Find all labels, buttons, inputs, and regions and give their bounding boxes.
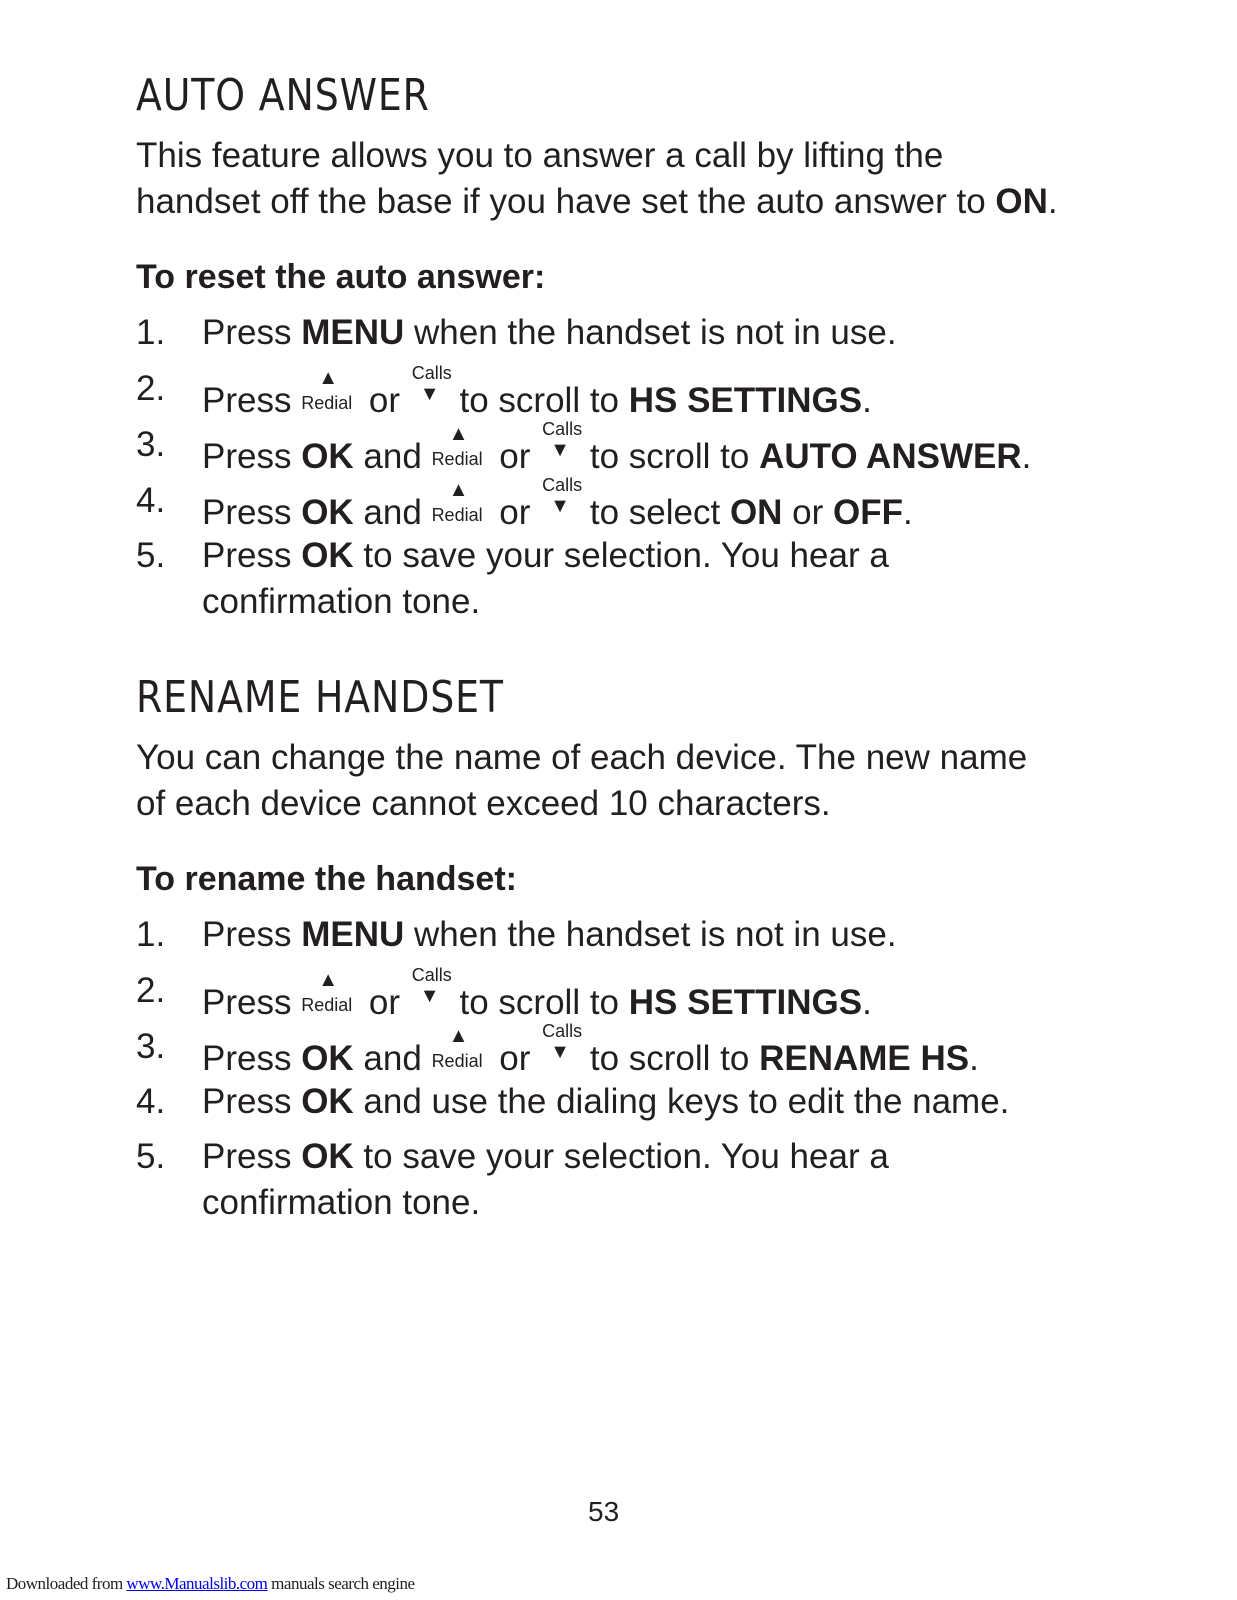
redial-up-key-icon: ▲ Redial — [431, 423, 483, 469]
footer-post: manuals search engine — [267, 1574, 415, 1593]
step-number: 5. — [136, 536, 166, 575]
redial-up-key-icon: ▲ Redial — [431, 479, 483, 525]
intro-bold: ON — [995, 182, 1048, 221]
step-text: Press OK and ▲ Redial or Calls ▼ to scroll to RENAME HS. — [202, 1021, 979, 1078]
footer-pre: Downloaded from — [6, 1574, 127, 1593]
step-number: 3. — [136, 1027, 166, 1066]
intro-line: handset off the base if you have set the auto answer to — [136, 182, 996, 221]
auto-answer-intro — [136, 133, 1136, 225]
step-number: 3. — [136, 425, 166, 464]
redial-up-key-icon: ▲ Redial — [301, 969, 353, 1015]
step-number: 5. — [136, 1137, 166, 1176]
intro-line: of each device cannot exceed 10 characters. — [136, 784, 831, 823]
calls-down-key-icon: Calls ▼ — [542, 1021, 583, 1063]
intro-line: This feature allows you to answer a call by lifting the — [136, 136, 944, 175]
step-number: 4. — [136, 481, 166, 520]
calls-down-key-icon: Calls ▼ — [411, 363, 452, 405]
calls-down-key-icon: Calls ▼ — [542, 419, 583, 461]
redial-up-key-icon: ▲ Redial — [431, 1025, 483, 1071]
step-text: Press OK and ▲ Redial or Calls ▼ to select ON or OFF. — [202, 475, 913, 532]
step-text: Press OK to save your selection. You hear a confirmation tone. — [202, 1137, 889, 1222]
manualslib-link[interactable]: www.Manualslib.com — [126, 1574, 268, 1593]
step-text: Press ▲ Redial or Calls ▼ to scroll to HS SETTINGS. — [202, 965, 872, 1022]
auto-answer-subheading: To reset the auto answer: — [136, 258, 546, 296]
rename-handset-intro — [136, 735, 1136, 827]
step-number: 1. — [136, 915, 166, 954]
step-text: Press ▲ Redial or Calls ▼ to scroll to HS SETTINGS. — [202, 363, 872, 420]
calls-down-key-icon: Calls ▼ — [542, 475, 583, 517]
redial-up-key-icon: ▲ Redial — [301, 367, 353, 413]
step-number: 1. — [136, 313, 166, 352]
calls-down-key-icon: Calls ▼ — [411, 965, 452, 1007]
section-title-auto-answer: AUTO ANSWER — [136, 70, 430, 121]
step-text: Press MENU when the handset is not in use. — [202, 313, 897, 352]
step-text: Press OK to save your selection. You hear a confirmation tone. — [202, 536, 889, 621]
step-text: Press MENU when the handset is not in use. — [202, 915, 897, 954]
section-title-rename-handset: RENAME HANDSET — [136, 672, 504, 723]
step-number: 2. — [136, 971, 166, 1010]
step-number: 4. — [136, 1082, 166, 1121]
page-number: 53 — [588, 1496, 620, 1527]
menu-key-label: MENU — [301, 313, 405, 352]
step-text: Press OK and ▲ Redial or Calls ▼ to scroll to AUTO ANSWER. — [202, 419, 1032, 476]
step-text: Press OK and use the dialing keys to edit the name. — [202, 1082, 1010, 1121]
step-number: 2. — [136, 369, 166, 408]
intro-end: . — [1047, 182, 1058, 221]
intro-line: You can change the name of each device. The new name — [136, 738, 1028, 777]
rename-handset-subheading: To rename the handset: — [136, 860, 517, 898]
download-footer — [6, 1574, 415, 1594]
